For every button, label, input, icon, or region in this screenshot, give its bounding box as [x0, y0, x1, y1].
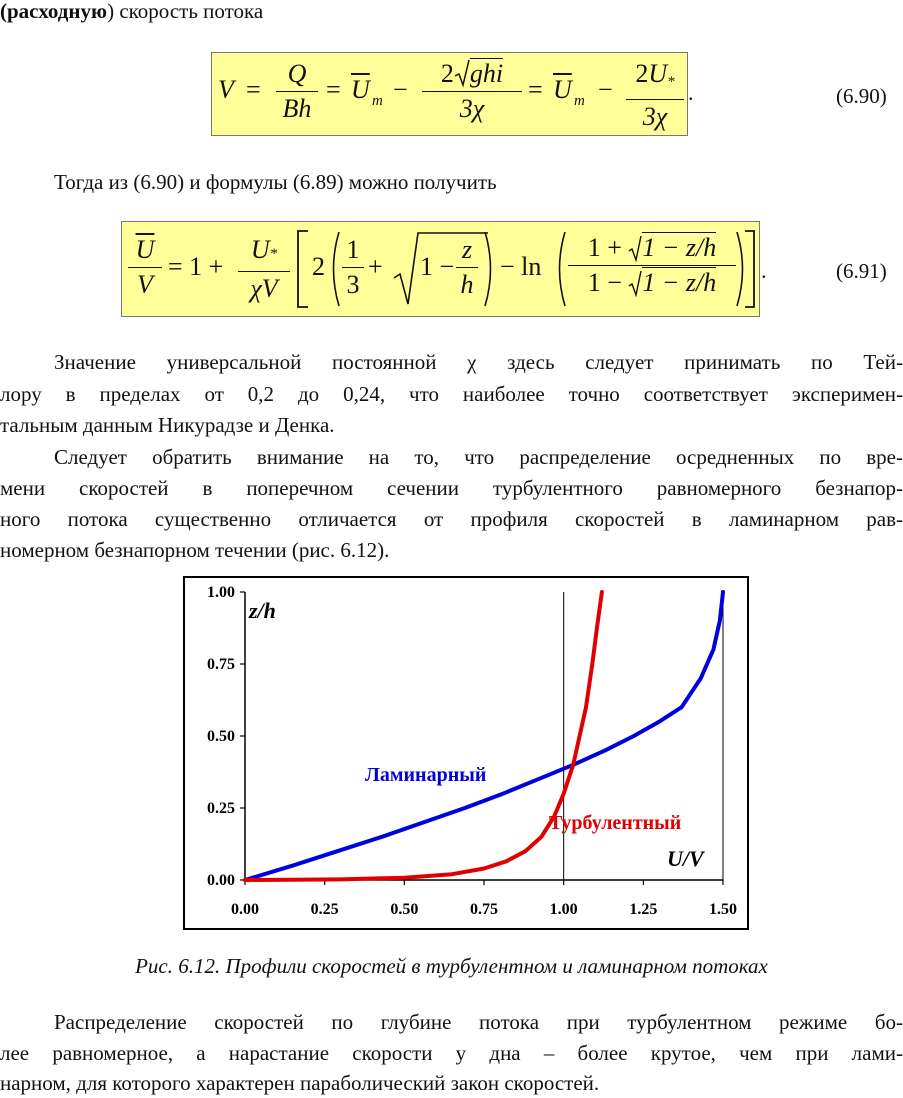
f691-minus-ln: − ln — [500, 252, 542, 281]
para3-line2: лее равномерное, а нарастание скорости у дна – более крутое, чем при лами- — [0, 1041, 903, 1065]
f690-eq2: = — [326, 75, 341, 104]
para2-line3: ного потока существенно отличается от профиля скоростей в ламинарном рав- — [0, 507, 903, 531]
x-tick-label: 0.50 — [390, 901, 419, 918]
f690-3chi-b: 3χ — [642, 102, 668, 131]
para1-line2: лору в пределах от 0,2 до 0,24, что наиболее точно соответствует эксперимен- — [0, 382, 903, 406]
f690-Q: Q — [287, 59, 307, 88]
f690-frac-Q-Bh — [276, 58, 318, 125]
f690-minus2: − — [598, 75, 613, 104]
f691-lparen1 — [326, 230, 342, 308]
intro-rest: ) скорость потока — [107, 0, 264, 23]
f691-two: 2 — [312, 252, 325, 281]
x-tick-label: 1.50 — [709, 901, 737, 918]
f691-frac-U-V: $\overline{U}$ V — [128, 234, 162, 301]
figure-caption: Рис. 6.12. Профили скоростей в турбулентном и ламинарном потоках — [135, 954, 768, 978]
intro-bold: (расходную — [0, 0, 108, 23]
f690-period: . — [688, 80, 694, 105]
x-tick-label: 0.00 — [231, 901, 259, 918]
para2-line1: Следует обратить внимание на то, что распределение осредненных по вре- — [54, 445, 903, 469]
y-tick-label: 0.50 — [207, 728, 235, 745]
velocity-profile-chart — [183, 576, 749, 931]
y-tick-label: 0.00 — [207, 872, 235, 889]
x-tick-label: 1.25 — [629, 901, 658, 918]
f690-eq1: = — [246, 75, 261, 104]
y-tick-label: 0.25 — [207, 800, 235, 817]
x-tick-label: 0.25 — [310, 901, 339, 918]
formula-6-90 — [211, 52, 688, 136]
eq-number-6-91: (6.91) — [836, 259, 887, 283]
f690-eq3: = — [528, 75, 543, 104]
f690-minus1: − — [393, 75, 408, 104]
f690-frac-sqrt — [422, 58, 522, 125]
f691-rparen1 — [482, 230, 498, 308]
f691-lparen2 — [552, 230, 568, 308]
x-tick-label: 1.00 — [549, 901, 578, 918]
f690-frac-2U: $2U_*$ 3χ — [626, 58, 684, 133]
para1-line1: Значение универсальной постоянной χ здесь следует принимать по Тей- — [54, 350, 903, 374]
f690-num-sqrt: 2 ghi — [440, 59, 504, 88]
f691-one-minus: 1 − — [420, 252, 455, 281]
para1-line3: тальным данным Никурадзе и Денка. — [0, 413, 335, 437]
f691-frac-1-3: 1 3 — [342, 234, 364, 301]
x-axis-label: U/V — [667, 846, 704, 871]
y-tick-label: 0.75 — [207, 656, 235, 673]
f690-Um1: $\overline{U}$ — [351, 75, 370, 104]
f691-plus: + — [368, 252, 383, 281]
x-tick-label: 0.75 — [470, 901, 498, 918]
y-tick-label: 1.00 — [207, 584, 235, 601]
eq-number-6-90: (6.90) — [836, 84, 887, 108]
f690-Um2: $\overline{U}$ — [553, 75, 572, 104]
f691-frac-Ustar: U* χV — [238, 234, 290, 305]
y-axis-label: z/h — [249, 598, 276, 623]
f691-rbracket — [742, 228, 758, 310]
f690-m2: m — [574, 93, 585, 109]
formula-6-91 — [121, 221, 760, 317]
f690-V: V — [218, 75, 234, 104]
legend-laminar: Ламинарный — [365, 764, 487, 786]
f691-lbracket — [292, 228, 312, 310]
f691-period: . — [761, 258, 767, 283]
para3-line3: нарном, для которого характерен параболический закон скоростей. — [0, 1071, 600, 1095]
f690-m1: m — [372, 93, 383, 109]
f690-Bh: Bh — [282, 94, 312, 123]
para3-line1: Распределение скоростей по глубине потока при турбулентном режиме бо- — [54, 1010, 903, 1034]
f690-3chi-a: 3χ — [459, 94, 485, 123]
para2-line4: номерном безнапорном течении (рис. 6.12). — [0, 538, 390, 562]
f691-frac-roots: 1 + 1 − z/h 1 − 1 − z/h — [568, 232, 736, 299]
f691-frac-z-h: z h — [456, 234, 478, 301]
then-text: Тогда из (6.90) и формулы (6.89) можно получить — [54, 170, 497, 194]
f690-ghi: ghi — [469, 59, 504, 88]
intro-line — [0, 0, 263, 26]
para2-line2: мени скоростей в поперечном сечении турбулентного равномерного безнапор- — [0, 476, 903, 500]
chart-frame — [184, 577, 748, 929]
legend-turbulent: Турбулентный — [549, 812, 682, 834]
f691-eq: = 1 + — [168, 252, 224, 281]
